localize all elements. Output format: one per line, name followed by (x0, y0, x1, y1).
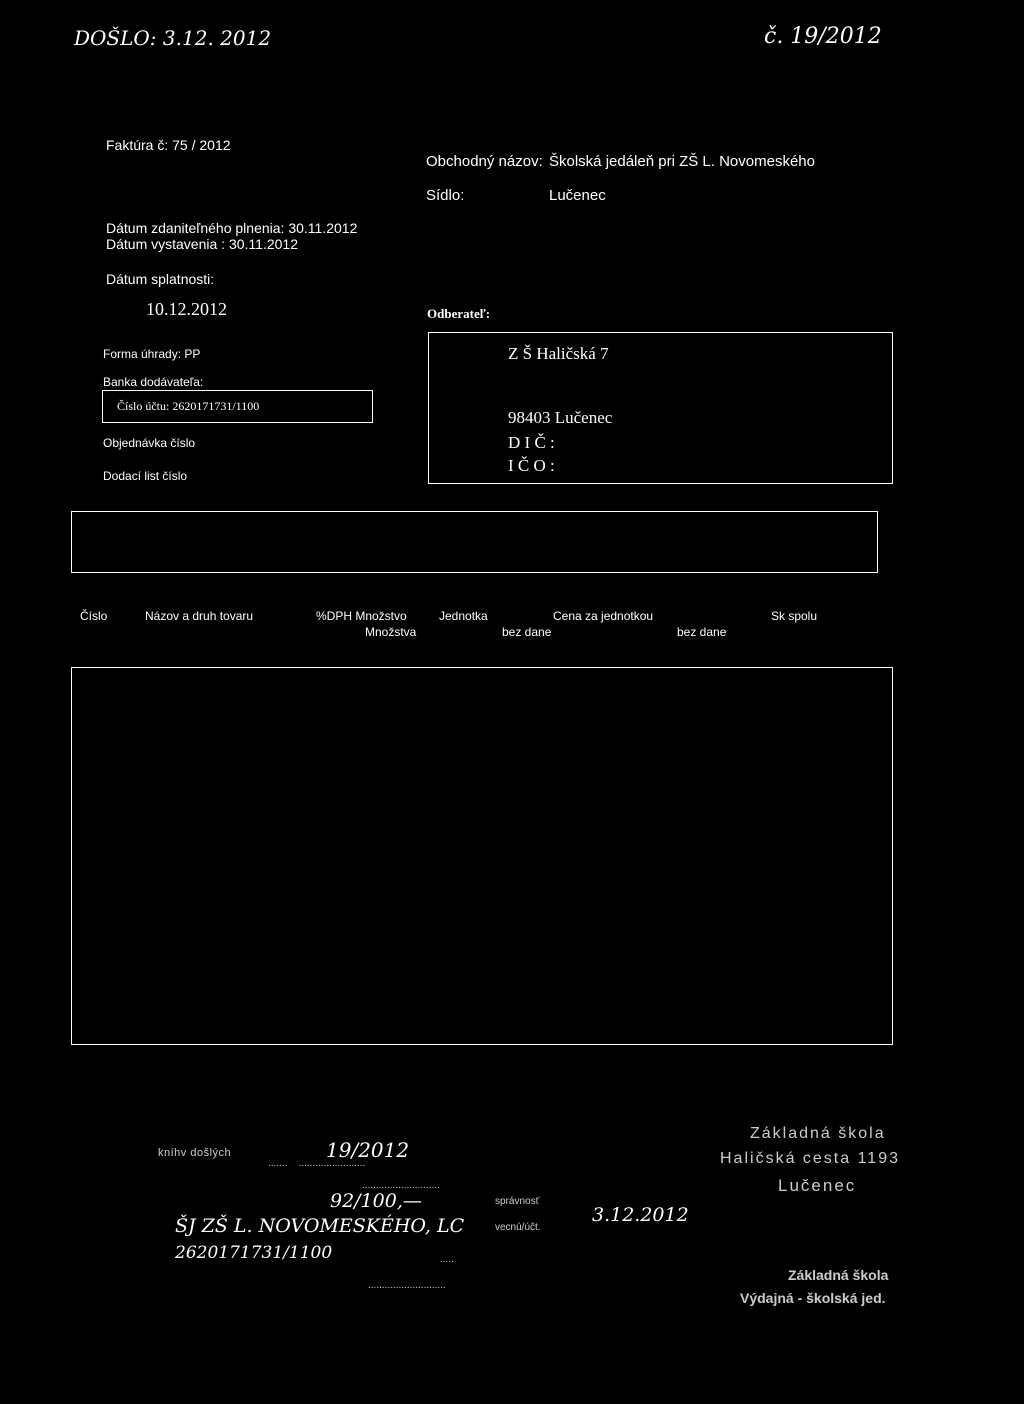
due-date-label: Dátum splatnosti: (106, 271, 215, 287)
order-number-label: Objednávka číslo (103, 436, 196, 450)
account-box (102, 390, 373, 423)
correctness-label: správnosť (495, 1196, 540, 1207)
received-book-number: 19/2012 (326, 1138, 410, 1162)
school-stamp-line3: Lučenec (778, 1176, 857, 1195)
dotted-line-2: ............................ (362, 1180, 440, 1191)
customer-name: Z Š Haličská 7 (508, 344, 609, 363)
col-total-subheader: bez dane (677, 625, 727, 639)
school-stamp-line4: Základná škola (788, 1267, 889, 1283)
customer-dic: D I Č : (508, 433, 555, 452)
checked-date: 3.12.2012 (592, 1204, 689, 1226)
col-total-header: Sk spolu (771, 609, 818, 623)
handwritten-payee: ŠJ ZŠ L. NOVOMESKÉHO, LC (175, 1215, 465, 1237)
dotted-line-1: ....... ........................ (268, 1158, 366, 1169)
bank-label: Banka dodávateľa: (103, 375, 204, 389)
notes-box (71, 511, 878, 573)
checked-label: vecnú/účt. (495, 1222, 541, 1233)
col-unit-header: Jednotka (439, 609, 488, 623)
dotted-line-3: ..... (440, 1254, 454, 1265)
issue-date (106, 236, 298, 252)
taxable-date (106, 220, 357, 236)
account-label: Číslo účtu: (117, 399, 170, 413)
issue-date-value: 30.11.2012 (228, 236, 298, 252)
col-number-header: Číslo (80, 609, 108, 623)
invoice-value: 75 / 2012 (172, 137, 231, 153)
issue-date-label: Dátum vystavenia : (106, 236, 226, 252)
payment-method (103, 347, 200, 361)
items-box (71, 667, 893, 1045)
invoice-number (106, 137, 231, 153)
supplier-name-value: Školská jedáleň pri ZŠ L. Novomeského (549, 153, 815, 170)
col-name-header: Názov a druh tovaru (145, 609, 254, 623)
customer-box (428, 332, 893, 484)
school-stamp-line2: Haličská cesta 1193 (720, 1150, 900, 1167)
received-date-handwritten: DOŠLO: 3.12. 2012 (74, 26, 272, 50)
school-stamp-line5: Výdajná - školská jed. (740, 1290, 886, 1306)
payment-method-value: PP (184, 347, 201, 361)
col-unit-price-header: Cena za jednotkou (553, 609, 654, 623)
account-value: 2620171731/1100 (172, 399, 260, 413)
supplier-seat-label: Sídlo: (426, 187, 465, 204)
handwritten-account: 2620171731/1100 (175, 1243, 333, 1263)
invoice-label: Faktúra č: (106, 137, 169, 153)
registration-number-handwritten: č. 19/2012 (764, 24, 882, 49)
taxable-date-value: 30.11.2012 (288, 220, 358, 236)
col-unit-price-subheader: bez dane (502, 625, 552, 639)
received-book-label: kníhv došlých (158, 1147, 232, 1159)
payment-method-label: Forma úhrady: (103, 347, 182, 361)
col-vat-qty-header: %DPH Množstvo (316, 609, 407, 623)
handwritten-amount: 92/100,— (330, 1190, 422, 1212)
col-qty-subheader: Množstva (365, 625, 417, 639)
account-number (117, 399, 259, 414)
supplier-seat-value: Lučenec (549, 187, 606, 204)
due-date-value: 10.12.2012 (146, 299, 227, 319)
supplier-name-label: Obchodný názov: (426, 153, 543, 170)
delivery-note-label: Dodací list číslo (103, 469, 188, 483)
taxable-date-label: Dátum zdaniteľného plnenia: (106, 220, 285, 236)
school-stamp-line1: Základná škola (750, 1125, 886, 1142)
customer-label: Odberateľ: (427, 306, 491, 321)
customer-ico: I Č O : (508, 456, 555, 475)
dotted-line-4: ............................ (368, 1280, 446, 1291)
customer-city: 98403 Lučenec (508, 408, 613, 427)
